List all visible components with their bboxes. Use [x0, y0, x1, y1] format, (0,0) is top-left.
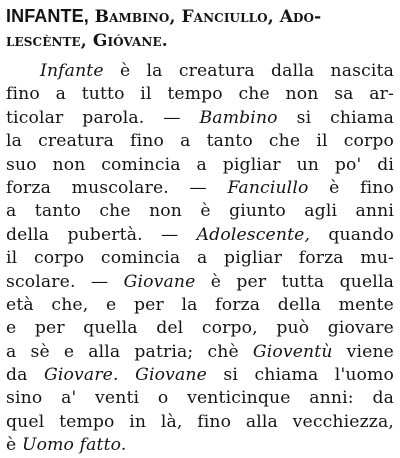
headword-line-2	[6, 29, 396, 53]
entry-definition-text	[6, 60, 394, 458]
text-run: fino a tutto il tempo che non sa ar-	[6, 84, 394, 105]
text-run: suo non comincia a pigliar un po' di	[6, 154, 394, 175]
text-line	[6, 177, 394, 200]
text-line	[6, 434, 394, 457]
text-line	[6, 271, 394, 294]
text-run: a sè e alla patria; chè	[6, 341, 253, 362]
text-line	[6, 341, 394, 364]
text-line	[6, 83, 394, 106]
text-line	[6, 200, 394, 223]
text-run: si chiama	[277, 107, 395, 128]
text-line	[6, 364, 394, 387]
text-line	[6, 294, 394, 317]
headword-main: INFANTE,	[6, 6, 89, 26]
text-run: scolare. —	[6, 271, 124, 292]
text-run: la creatura fino a tanto che il corpo	[6, 131, 394, 152]
text-line	[6, 247, 394, 270]
italic-term: Uomo fatto.	[21, 435, 127, 456]
italic-term: Giovare. Giovane	[44, 365, 207, 386]
italic-term: Bambino	[199, 107, 278, 128]
text-run: è la creatura dalla nascita	[103, 61, 394, 81]
text-run: ticolar parola. —	[6, 107, 200, 128]
text-run: da	[6, 365, 45, 386]
text-run: viene	[332, 341, 394, 362]
text-run: a tanto che non è giunto agli anni	[6, 201, 394, 222]
text-run: forza muscolare. —	[6, 177, 228, 198]
text-line	[6, 107, 394, 130]
text-line	[6, 60, 394, 83]
text-run: età che, e per la forza della mente	[6, 294, 394, 315]
text-run: sino a' venti o venticinque anni: da	[6, 388, 394, 409]
italic-term: Fanciullo	[227, 177, 309, 198]
text-run: della pubertà. —	[6, 224, 197, 245]
italic-term: Adolescente,	[196, 224, 311, 245]
text-line	[6, 130, 394, 153]
headword-line-1	[6, 4, 396, 29]
headword-synonyms: Bambino, Fanciullo, Ado-	[94, 7, 322, 27]
italic-term: Infante	[40, 61, 104, 81]
text-run: è fino	[308, 177, 394, 198]
text-run: il corpo comincia a pigliar forza mu-	[6, 248, 394, 269]
text-run: e per quella del corpo, può giovare	[6, 318, 394, 339]
text-line	[6, 317, 394, 340]
text-run: si chiama l'uomo	[206, 365, 394, 386]
text-line	[6, 387, 394, 410]
text-run: è per tutta quella	[195, 271, 394, 292]
text-run: quel tempo in là, fino alla vecchiezza,	[6, 411, 394, 432]
text-run: è	[6, 435, 22, 456]
text-run: quando	[310, 224, 394, 245]
text-line	[6, 411, 394, 434]
italic-term: Gioventù	[252, 341, 333, 362]
entry-headword	[6, 4, 396, 53]
italic-term: Giovane	[123, 271, 196, 292]
headword-synonyms-continued: lescènte, Gióvane.	[6, 31, 168, 51]
text-line	[6, 154, 394, 177]
text-line	[6, 224, 394, 247]
